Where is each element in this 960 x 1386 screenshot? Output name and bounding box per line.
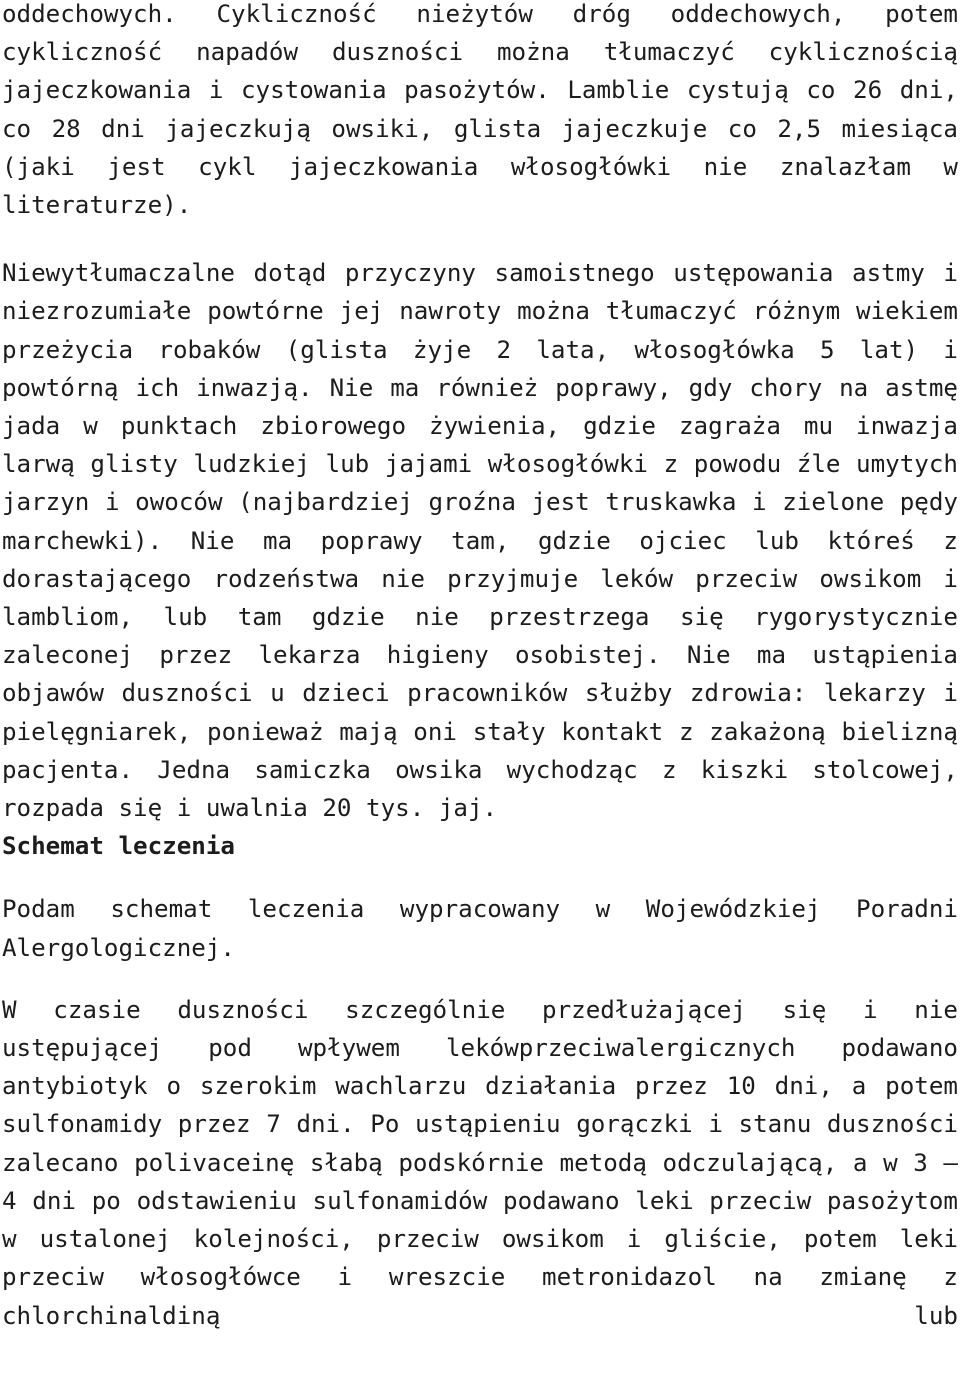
document-page xyxy=(2,0,958,1335)
section-heading: Schemat leczenia xyxy=(2,832,235,861)
paragraph-asthma-causes: Niewytłumaczalne dotąd przyczyny samoistnego ustępowania astmy i niezrozumiałe powtórne jej nawroty można tłumaczyć różnym wiekiem przeżycia robaków (glista żyje 2 lata, włosogłówka 5 lat) i powtórną ich inwazją. Nie ma również poprawy, gdy chory na astmę jada w punktach zbiorowego żywienia, gdzie zagraża mu inwazja larwą glisty ludzkiej lub jajami włosogłówki z powodu źle umytych jarzyn i owoców (najbardziej groźna jest truskawka i zielone pędy marchewki). Nie ma poprawy tam, gdzie ojciec lub któreś z dorastającego rodzeństwa nie przyjmuje leków przeciw owsikom i lambliom, lub tam gdzie nie przestrzega się rygorystycznie zaleconej przez lekarza higieny osobistej. Nie ma ustąpienia objawów duszności u dzieci pracowników służby zdrowia: lekarzy i pielęgniarek, ponieważ mają oni stały kontakt z zakażoną bielizną pacjenta. Jedna samiczka owsika wychodząc z kiszki stolcowej, rozpada się i uwalnia 20 tys. jaj. xyxy=(2,259,958,823)
paragraph-treatment-scheme: W czasie duszności szczególnie przedłużającej się i nie ustępującej pod wpływem lekówprzeciwalergicznych podawano antybiotyk o szerokim wachlarzu działania przez 10 dni, a potem sulfonamidy przez 7 dni. Po ustąpieniu gorączki i stanu duszności zalecano polivaceinę słabą podskórnie metodą odczulającą, a w 3 – 4 dni po odstawieniu sulfonamidów podawano leki przeciw pasożytom w ustalonej kolejności, przeciw owsikom i gliście, potem leki przeciw włosogłówce i wreszcie metronidazol na zmianę z chlorchinaldiną lub xyxy=(2,995,958,1330)
paragraph-treatment-intro: Podam schemat leczenia wypracowany w Wojewódzkiej Poradni Alergologicznej. xyxy=(2,895,958,962)
paragraph-cycles: oddechowych. Cykliczność nieżytów dróg oddechowych, potem cykliczność napadów duszności można tłumaczyć cyklicznością jajeczkowania i cystowania pasożytów. Lamblie cystują co 26 dni, co 28 dni jajeczkują owsiki, glista jajeczkuje co 2,5 miesiąca (jaki jest cykl jajeczkowania włosogłówki nie znalazłam w literaturze). xyxy=(2,0,958,220)
